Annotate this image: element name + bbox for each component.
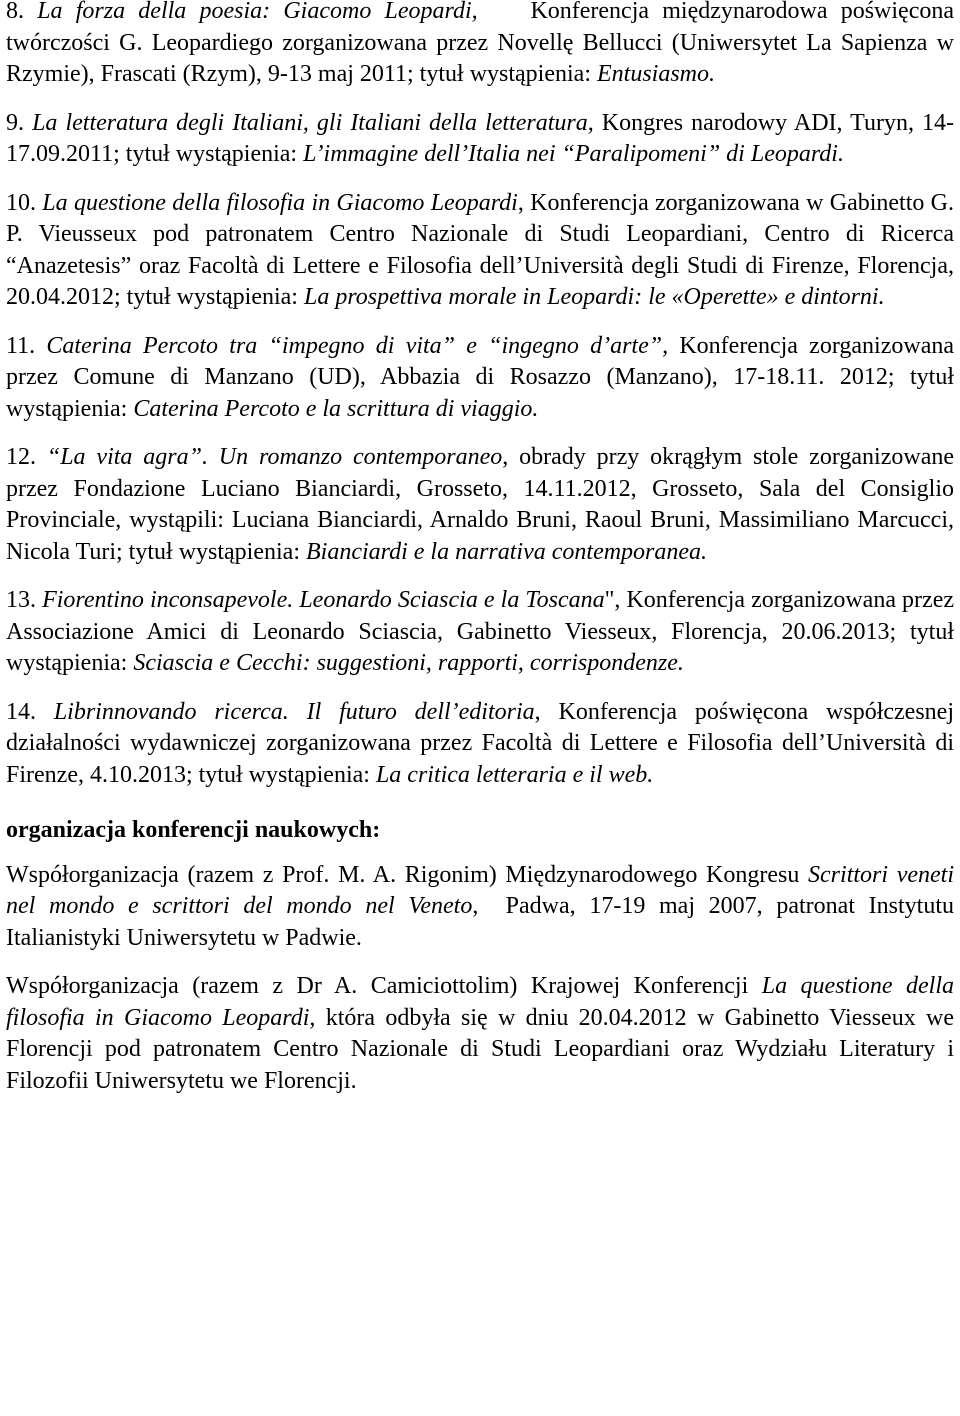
- entry-segment: 9.: [6, 109, 33, 136]
- entry-details: ", Konferencja zorganizowana przez Associazione Amici di Leonardo Sciascia, Gabinetto Viesseux, Florencja, 20.06.2013; tytuł wystąpienia:: [6, 587, 955, 676]
- entry-details: Współorganizacja (razem z Dr A. Camiciottolim) Krajowej Konferencji: [6, 973, 762, 999]
- conference-title: Caterina Percoto tra “impegno di vita” e “ingegno d’arte”,: [46, 332, 669, 359]
- entry-details: Kongres narodowy ADI, Turyn, 14-17.09.2011; tytuł wystąpienia:: [6, 109, 954, 167]
- entry-segment: 8.: [6, 0, 38, 24]
- entry-segment: 13.: [6, 587, 43, 613]
- entry-details: Współorganizacja (razem z Prof. M. A. Rigonim) Międzynarodowego Kongresu: [6, 861, 809, 888]
- organized-conferences-list: [6, 860, 960, 1098]
- conference-title: La questione della filosofia in Giacomo Leopardi: [42, 189, 518, 216]
- conference-title: Fiorentino inconsapevole. Leonardo Sciascia e la Toscana: [42, 587, 605, 613]
- entry-details: Konferencja międzynarodowa poświęcona twórczości G. Leopardiego zorganizowana przez Novellę Bellucci (Uniwersytet La Sapienza w Rzymie), Frascati (Rzym), 9-13 maj 2011; tytuł wystąpienia:: [6, 0, 960, 87]
- entry-details: która odbyła się w dniu 20.04.2012 w Gabinetto Viesseux we Florencji pod patronatem Centro Nazionale di Studi Leopardiani oraz Wydziału Literatury i Filozofii Uniwersytetu we Florencji.: [6, 1004, 955, 1094]
- conference-entry-14: [6, 697, 954, 792]
- entry-segment: 10.: [6, 189, 43, 216]
- conference-entry-8: [6, 0, 960, 91]
- conference-entry-11: [6, 331, 954, 426]
- entry-segment: 11.: [6, 332, 47, 359]
- conference-title: “La vita agra”. Un romanzo contemporaneo: [46, 444, 503, 470]
- conference-entry-12: [6, 442, 954, 568]
- conference-entry-13: [6, 585, 954, 680]
- conference-title: Librinnovando ricerca. Il futuro dell’editoria: [53, 698, 535, 725]
- talk-title: L’immagine dell’Italia nei “Paralipomeni” di Leopardi.: [303, 141, 844, 167]
- conference-title: Scrittori veneti nel mondo e scrittori del mondo nel Veneto: [6, 861, 954, 919]
- entry-details: , obrady przy okrągłym stole zorganizowane przez Fondazione Luciano Bianciardi, Grosseto, 14.11.2012, Grosseto, Sala del Consiglio Provinciale, wystąpili: Luciana Bianciardi, Arnaldo Bruni, Raoul Bruni, Massimiliano Marcucci, Nicola Turi; tytuł wystąpienia:: [6, 444, 954, 565]
- entry-details: Konferencja zorganizowana przez Comune di Manzano (UD), Abbazia di Rosazzo (Manzano), 17-18.11. 2012; tytuł wystąpienia:: [6, 332, 955, 422]
- organized-entry-1: [6, 860, 960, 955]
- entry-segment: 14.: [6, 698, 54, 725]
- conference-entry-9: [6, 108, 954, 171]
- entry-segment: 12.: [6, 444, 47, 470]
- entry-details: , Konferencja zorganizowana w Gabinetto G. P. Vieusseux pod patronatem Centro Nazionale di Studi Leopardiani, Centro di Ricerca “Anazetesis” oraz Facoltà di Lettere e Filosofia dell’Università degli Studi di Firenze, Florencja, 20.04.2012; tytuł wystąpienia:: [6, 189, 955, 310]
- section-heading: organizacja konferencji naukowych:: [6, 817, 381, 843]
- talk-title: Entusiasmo.: [597, 61, 716, 87]
- conference-entry-10: [6, 188, 954, 314]
- entry-details: , Padwa, 17-19 maj 2007, patronat Instytutu Italianistyki Uniwersytetu w Padwie.: [6, 893, 960, 951]
- conference-title: La letteratura degli Italiani, gli Italiani della letteratura,: [32, 109, 594, 136]
- talk-title: Caterina Percoto e la scrittura di viaggio.: [133, 395, 539, 422]
- conference-title: La forza della poesia: Giacomo Leopardi,: [37, 0, 478, 24]
- conference-title: La questione della filosofia in Giacomo Leopardi,: [6, 973, 954, 1031]
- organized-entry-2: [6, 971, 954, 1097]
- talk-title: Sciascia e Cecchi: suggestioni, rapporti, corrispondenze.: [133, 650, 684, 676]
- talk-title: La critica letteraria e il web.: [375, 761, 654, 788]
- conference-list: [6, 0, 960, 791]
- talk-title: Bianciardi e la narrativa contemporanea.: [306, 538, 708, 565]
- talk-title: La prospettiva morale in Leopardi: le «Operette» e dintorni.: [303, 284, 885, 310]
- entry-details: , Konferencja poświęcona współczesnej działalności wydawniczej zorganizowana przez Facoltà di Lettere e Filosofia dell’Università di Firenze, 4.10.2013; tytuł wystąpienia:: [6, 698, 954, 788]
